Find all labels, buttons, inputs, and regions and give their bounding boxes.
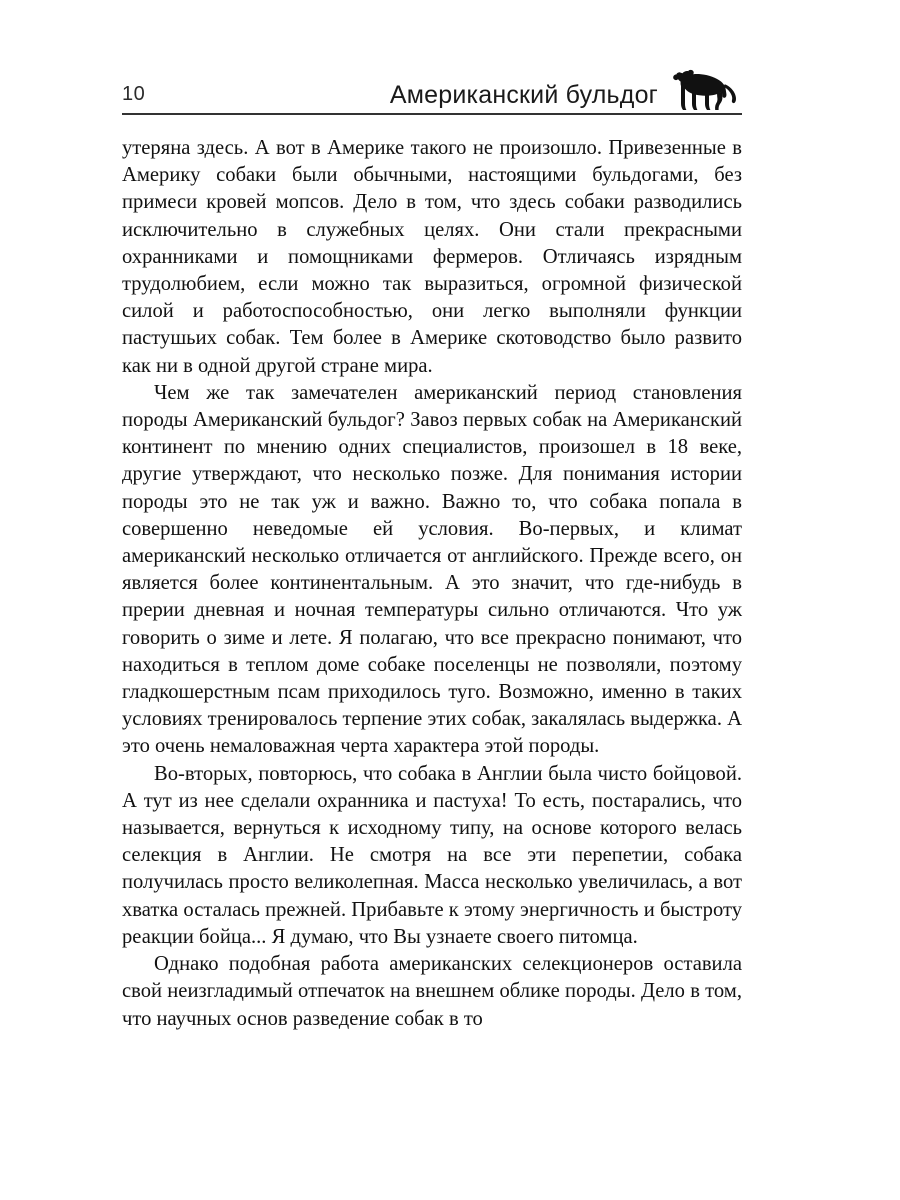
running-header-title: Американский бульдог bbox=[389, 81, 658, 109]
page-number: 10 bbox=[122, 83, 146, 105]
running-header-right bbox=[390, 64, 742, 112]
paragraph: Во-вторых, повторюсь, что собака в Англии была чисто бойцовой. А тут из нее сделали охранника и пастуха! То есть, постарались, что называется, вернуться к исходному типу, на основе которого велась селекция в Англии. Не смотря на все эти перепетии, собака получилась просто великолепная. Масса несколько увеличилась, а вот хватка осталась прежней. Прибавьте к этому энергичность и быстроту реакции бойца... Я думаю, что Вы узнаете своего питомца. bbox=[122, 762, 742, 948]
body-text bbox=[122, 135, 742, 1033]
running-header bbox=[122, 66, 742, 112]
paragraph: Чем же так замечателен американский период становления породы Американский бульдог? Завоз первых собак на Американский континент по мнению одних специалистов, произошел в 18 веке, другие утверждают, что несколько позже. Для понимания истории породы это не так уж и важно. Важно то, что собака попала в совершенно неведомые ей условия. Во-первых, и климат американский несколько отличается от английского. Прежде всего, он является более континентальным. А это значит, что где-нибудь в прерии дневная и ночная температуры сильно отличаются. Что уж говорить о зиме и лете. Я полагаю, что все прекрасно понимают, что находиться в теплом доме собаке поселенцы не позволяли, поэтому гладкошерстным псам приходилось туго. Возможно, именно в таких условиях тренировалось терпение этих собак, закалялась выдержка. А это очень немаловажная черта характера этой породы. bbox=[122, 381, 742, 758]
header-divider-rule bbox=[122, 113, 742, 115]
page-content-column bbox=[122, 0, 742, 1033]
paragraph: утеряна здесь. А вот в Америке такого не произошло. Привезенные в Америку собаки были обычными, настоящими бульдогами, без примеси кровей мопсов. Дело в том, что здесь собаки разводились исключительно в служебных целях. Они стали прекрасными охранниками и помощниками фермеров. Отличаясь изрядным трудолюбием, если можно так выразиться, огромной физической силой и работоспособностью, они легко выполняли функции пастушьих собак. Тем более в Америке скотоводство было развито как ни в одной другой стране мира. bbox=[122, 137, 742, 377]
dog-silhouette-icon bbox=[664, 64, 742, 112]
paragraph: Однако подобная работа американских селекционеров оставила свой неизгладимый отпечаток на внешнем облике породы. Дело в том, что научных основ разведение собак в то bbox=[122, 953, 742, 1030]
